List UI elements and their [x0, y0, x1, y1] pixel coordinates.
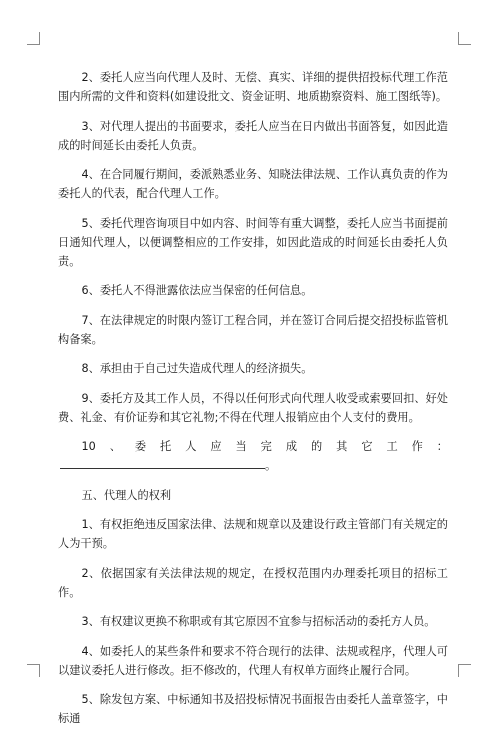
- paragraph-text: 10、委托人应当完成的其它工作：: [81, 440, 448, 453]
- section-heading: [58, 486, 448, 505]
- paragraph: [58, 68, 448, 106]
- paragraph-text: 6、委托人不得泄露依法应当保密的任何信息。: [81, 284, 313, 297]
- paragraph: [58, 389, 448, 427]
- paragraph-text: 3、对代理人提出的书面要求，委托人应当在日内做出书面答复，如因此造成的时间延长由委托人负责。: [58, 119, 448, 152]
- paragraph-text: 8、承担由于自己过失造成代理人的经济损失。: [81, 362, 313, 375]
- paragraph: [58, 165, 448, 203]
- crop-mark-top-left: [27, 32, 40, 45]
- paragraph-with-blank: [58, 437, 448, 475]
- paragraph: [58, 612, 448, 631]
- paragraph: [58, 281, 448, 300]
- crop-mark-top-right: [458, 32, 471, 45]
- paragraph: [58, 311, 448, 349]
- paragraph: [58, 359, 448, 378]
- paragraph: [58, 515, 448, 553]
- paragraph: [58, 564, 448, 602]
- paragraph: [58, 642, 448, 680]
- document-body: [58, 68, 448, 739]
- paragraph: [58, 690, 448, 728]
- crop-mark-bottom-left: [27, 664, 40, 677]
- heading-text: 五、代理人的权利: [81, 488, 172, 502]
- crop-mark-bottom-right: [458, 664, 471, 677]
- paragraph-text: 7、在法律规定的时限内签订工程合同，并在签订合同后提交招投标监管机构备案。: [58, 313, 448, 346]
- paragraph: [58, 214, 448, 271]
- paragraph-tail: 。: [265, 459, 277, 472]
- fill-in-blank-line[interactable]: [60, 457, 265, 469]
- paragraph-text: 2、依据国家有关法律法规的规定，在授权范围内办理委托项目的招标工作。: [58, 566, 448, 599]
- paragraph-text: 3、有权建议更换不称职或有其它原因不宜参与招标活动的委托方人员。: [81, 615, 436, 628]
- paragraph-text: 5、委托代理咨询项目中如内容、时间等有重大调整，委托人应当书面提前日通知代理人，以便调整相应的工作安排，如因此造成的时间延长由委托人负责。: [58, 216, 448, 268]
- paragraph-text: 9、委托方及其工作人员，不得以任何形式向代理人收受或索要回扣、好处费、礼金、有价证券和其它礼物;不得在代理人报销应由个人支付的费用。: [58, 391, 448, 424]
- paragraph-text: 4、如委托人的某些条件和要求不符合现行的法律、法规或程序，代理人可以建议委托人进行修改。拒不修改的，代理人有权单方面终止履行合同。: [58, 644, 448, 677]
- paragraph-text: 5、除发包方案、中标通知书及招投标情况书面报告由委托人盖章签字，中标通: [58, 693, 448, 725]
- paragraph: [58, 117, 448, 155]
- paragraph-text: 1、有权拒绝违反国家法律、法规和规章以及建设行政主管部门有关规定的人为干预。: [58, 518, 448, 550]
- paragraph-text: 2、委托人应当向代理人及时、无偿、真实、详细的提供招投标代理工作范围内所需的文件和资料(如建设批文、资金证明、地质勘察资料、施工图纸等)。: [58, 71, 448, 103]
- paragraph-text: 4、在合同履行期间，委派熟悉业务、知晓法律法规、工作认真负责的作为委托人的代表，配合代理人工作。: [58, 168, 448, 200]
